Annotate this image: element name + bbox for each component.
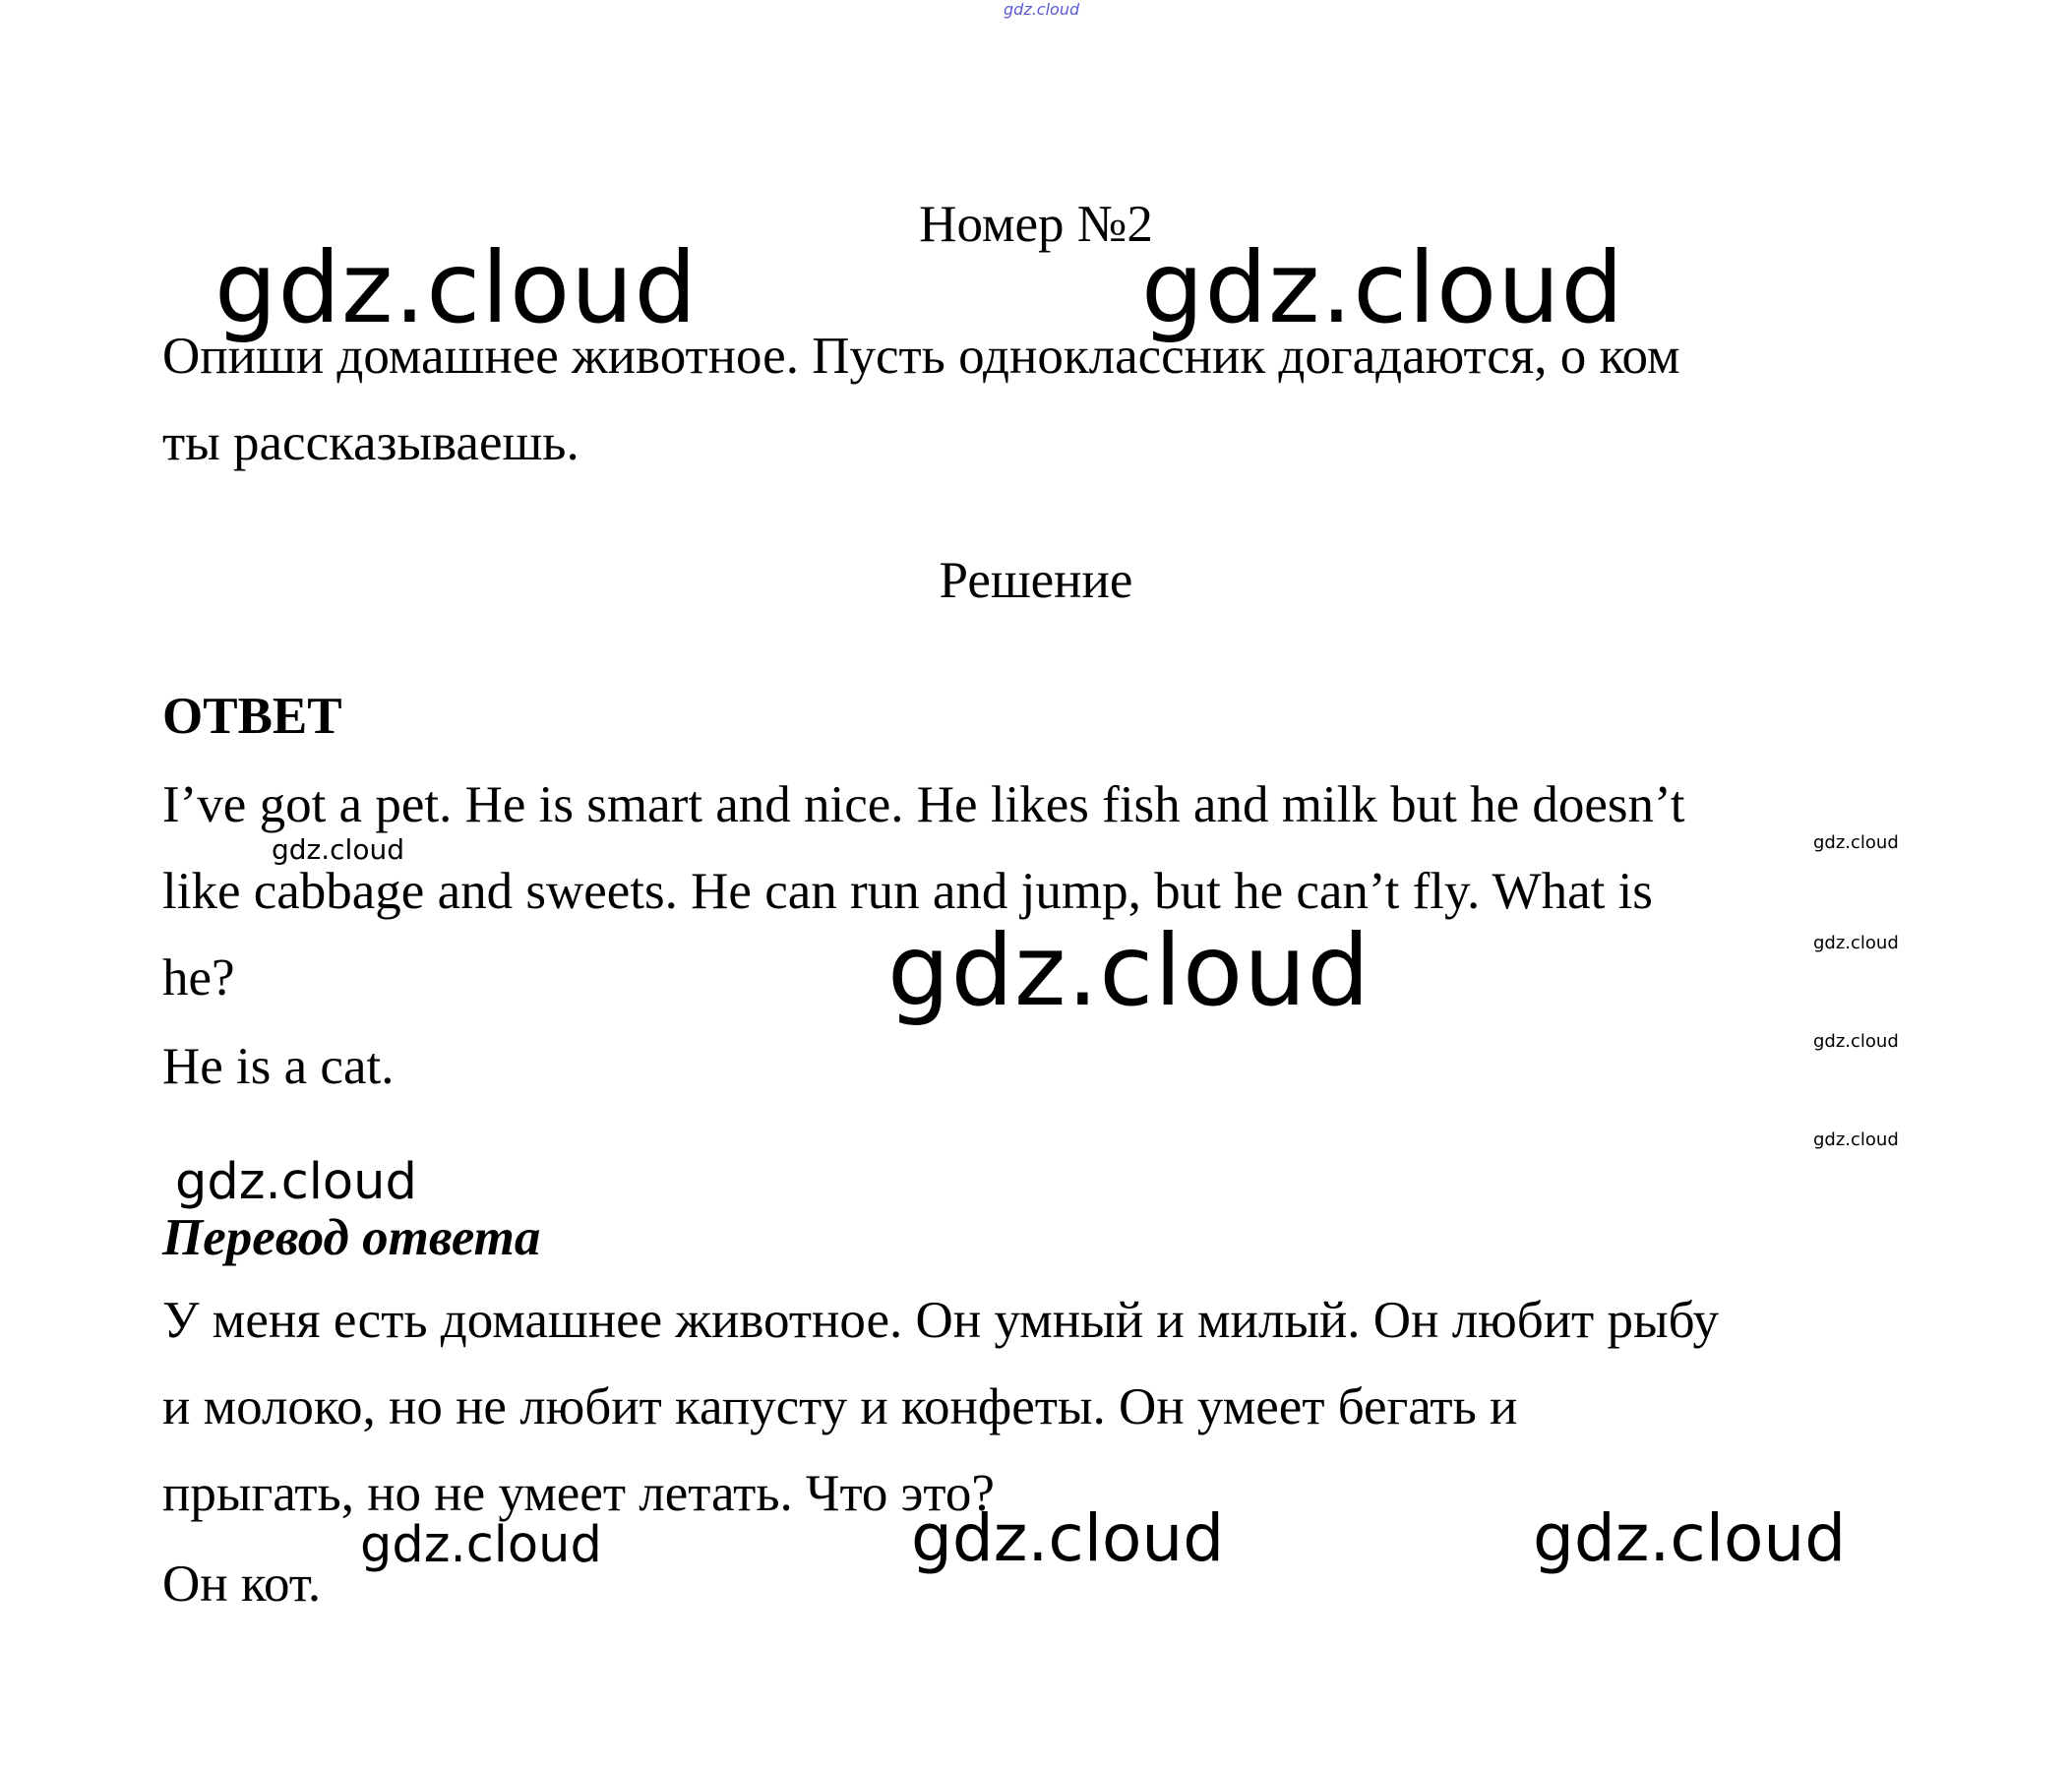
watermark: gdz.cloud [1813,832,1899,853]
translation-text: У меня есть домашнее животное. Он умный и милый. Он любит рыбу и молоко, но не любит капусту и конфеты. Он умеет бегать и прыгать, но не умеет летать. Что это? [162,1292,1720,1522]
top-watermark: gdz.cloud [1004,0,1080,19]
answer-label: ОТВЕТ [162,688,342,745]
watermark: gdz.cloud [1813,933,1899,953]
answer-text: I’ve got a pet. He is smart and nice. He likes fish and milk but he doesn’t like cabbage and sweets. He can run and jump, but he can’t fly. What is he? [162,776,1685,1006]
watermark: gdz.cloud [887,913,1371,1028]
watermark: gdz.cloud [1141,230,1625,345]
translation-label: Перевод ответа [162,1209,541,1266]
watermark: gdz.cloud [360,1516,602,1574]
watermark: gdz.cloud [911,1500,1225,1576]
watermark: gdz.cloud [1813,1031,1899,1052]
watermark: gdz.cloud [272,833,404,866]
watermark: gdz.cloud [214,230,699,345]
watermark: gdz.cloud [175,1153,417,1211]
answer-final: He is a cat. [162,1038,395,1095]
watermark: gdz.cloud [1813,1129,1899,1150]
translation-final: Он кот. [162,1556,322,1613]
page-heading: Номер №2 [919,196,1153,253]
solution-label: Решение [939,552,1133,609]
watermark: gdz.cloud [1533,1500,1847,1576]
task-text: Опиши домашнее животное. Пусть одноклассник догадаются, о ком ты рассказываешь. [162,328,1680,471]
